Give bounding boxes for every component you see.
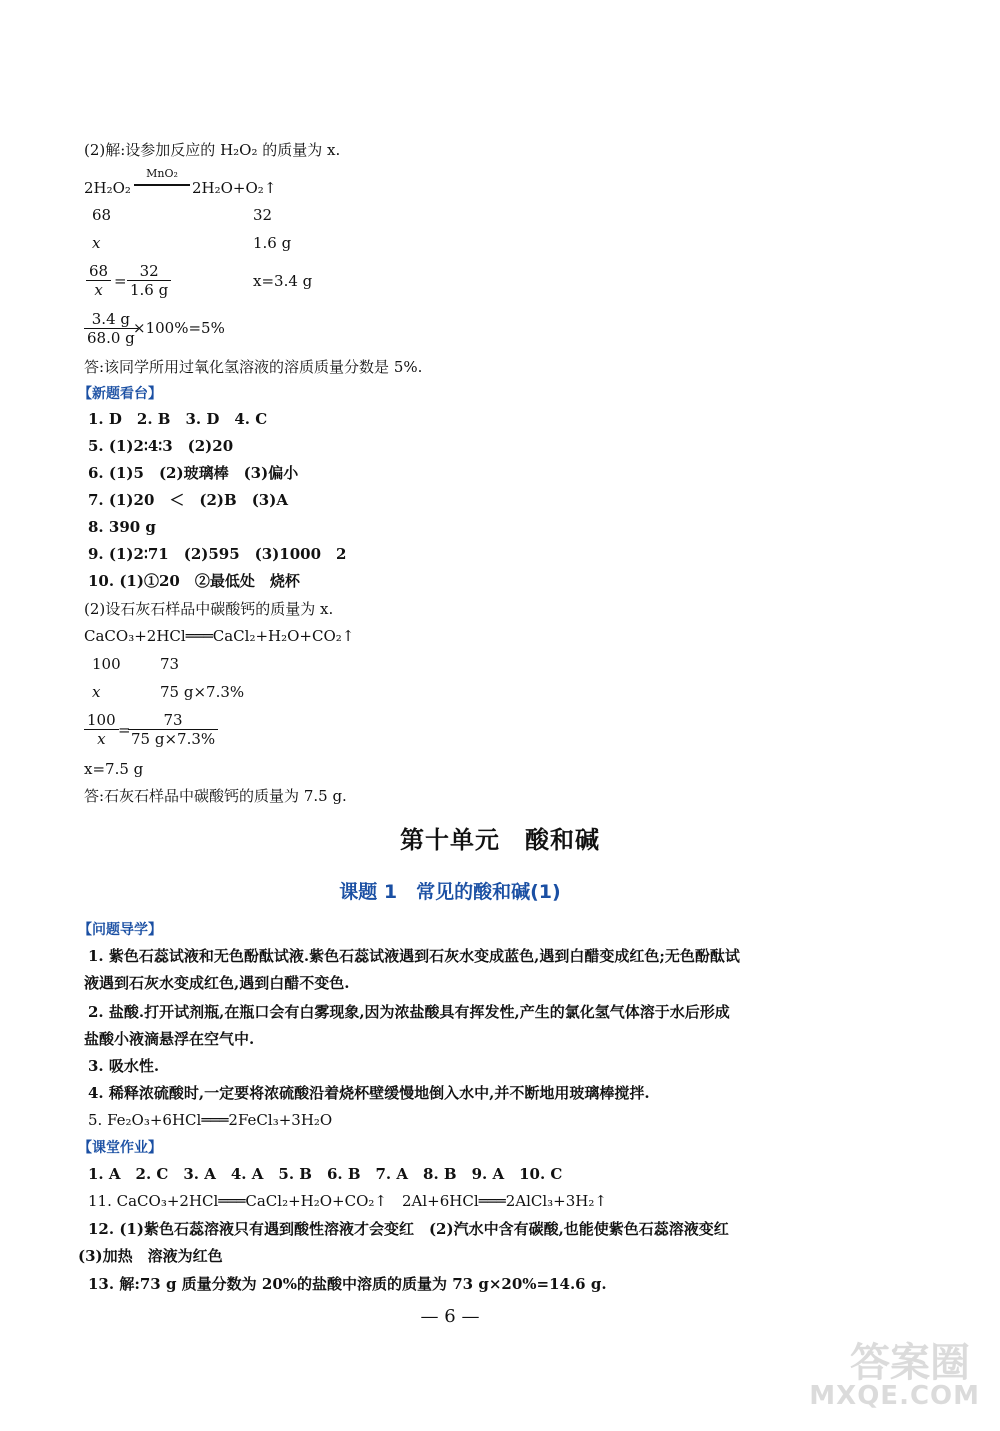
watermark-line2: MXQE.COM — [809, 1381, 980, 1411]
mass-row1-a: 68 — [92, 206, 112, 224]
answer-line: 7. (1)20 ＜ (2)B (3)A — [88, 491, 288, 509]
guide-line: 3. 吸水性. — [88, 1057, 160, 1075]
class-line: 1. A 2. C 3. A 4. A 5. B 6. B 7. A 8. B 9. A 10. C — [88, 1165, 563, 1183]
fraction-73 — [128, 711, 218, 748]
answer-part2: 答:该同学所用过氧化氢溶液的溶质质量分数是 5%. — [84, 358, 423, 376]
fraction-32-1.6g — [127, 262, 171, 299]
fraction-num: 100 — [84, 711, 119, 730]
answer-line: 8. 390 g — [88, 518, 156, 536]
fraction-3.4-68 — [84, 310, 138, 347]
fraction-100-x — [84, 711, 119, 748]
page-number: — 6 — — [420, 1306, 480, 1327]
watermark-logo — [770, 1331, 980, 1421]
fraction-num: 3.4 g — [84, 310, 138, 329]
mass-row1-b: 32 — [253, 206, 273, 224]
solve-x: x=3.4 g — [253, 272, 313, 290]
equals-sign: = — [114, 272, 127, 290]
class-line: 12. (1)紫色石蕊溶液只有遇到酸性溶液才会变红 (2)汽水中含有碳酸,也能使紫色石蕊溶液变红 — [88, 1220, 729, 1238]
guide-line: 盐酸小液滴悬浮在空气中. — [84, 1030, 255, 1048]
fraction-den: 1.6 g — [130, 281, 169, 299]
mass-row2-a: x — [92, 683, 101, 701]
answer-line: 1. D 2. B 3. D 4. C — [88, 410, 268, 428]
equals-sign: = — [118, 721, 131, 739]
percent-calc: ×100%=5% — [133, 319, 225, 337]
mass-row2-a: x — [92, 234, 101, 252]
class-line: (3)加热 溶液为红色 — [78, 1247, 223, 1265]
fraction-den: 68.0 g — [87, 329, 135, 347]
guide-line: 5. Fe₂O₃+6HCl═══2FeCl₃+3H₂O — [88, 1111, 333, 1129]
fraction-num: 73 — [128, 711, 218, 730]
answer-line: 6. (1)5 (2)玻璃棒 (3)偏小 — [88, 464, 299, 482]
watermark-line1: 答案圈 — [850, 1340, 970, 1386]
lesson-title: 课题 1 常见的酸和碱(1) — [339, 881, 561, 903]
answer-line: 5. (1)2∶4∶3 (2)20 — [88, 437, 234, 455]
equation-h2o2-right: 2H₂O+O₂↑ — [192, 179, 277, 197]
mass-row2-b: 1.6 g — [253, 234, 292, 252]
solve-x: x=7.5 g — [84, 760, 144, 778]
answer-line: (2)设石灰石样品中碳酸钙的质量为 x. — [84, 600, 334, 618]
fraction-den: 75 g×7.3% — [131, 730, 216, 748]
section-tag-new: 【新题看台】 — [78, 386, 162, 402]
guide-line: 液遇到石灰水变成红色,遇到白醋不变色. — [84, 974, 350, 992]
unit-title: 第十单元 酸和碱 — [400, 826, 600, 854]
guide-line: 2. 盐酸.打开试剂瓶,在瓶口会有白雾现象,因为浓盐酸具有挥发性,产生的氯化氢气体溶于水后形成 — [88, 1003, 730, 1021]
fraction-den: x — [97, 730, 106, 748]
fraction-num: 32 — [127, 262, 171, 281]
equation-double-bar — [134, 182, 190, 186]
guide-line: 4. 稀释浓硫酸时,一定要将浓硫酸沿着烧杯壁缓慢地倒入水中,并不断地用玻璃棒搅拌. — [88, 1084, 650, 1102]
mass-row1-b: 73 — [160, 655, 180, 673]
equation-caco3: CaCO₃+2HCl═══CaCl₂+H₂O+CO₂↑ — [84, 627, 355, 645]
class-line: 13. 解:73 g 质量分数为 20%的盐酸中溶质的质量为 73 g×20%=14.6 g. — [88, 1275, 607, 1293]
section-tag-guide: 【问题导学】 — [78, 922, 162, 938]
equation-h2o2-left: 2H₂O₂ — [84, 179, 131, 197]
section-tag-class: 【课堂作业】 — [78, 1140, 162, 1156]
fraction-num: 68 — [86, 262, 111, 281]
fraction-den: x — [94, 281, 103, 299]
answer-line: 答:石灰石样品中碳酸钙的质量为 7.5 g. — [84, 787, 347, 805]
class-line: 11. CaCO₃+2HCl═══CaCl₂+H₂O+CO₂↑ 2Al+6HCl═══2AlCl₃+3H₂↑ — [88, 1192, 607, 1210]
guide-line: 1. 紫色石蕊试液和无色酚酞试液.紫色石蕊试液遇到石灰水变成蓝色,遇到白醋变成红色;无色酚酞试 — [88, 947, 740, 965]
fraction-68-x — [86, 262, 111, 299]
mass-row2-b: 75 g×7.3% — [160, 683, 245, 701]
answer-line: 9. (1)2∶71 (2)595 (3)1000 2 — [88, 545, 347, 563]
answer-line: 10. (1)①20 ②最低处 烧杯 — [88, 572, 300, 590]
catalyst-text: MnO₂ — [146, 167, 178, 180]
mass-row1-a: 100 — [92, 655, 121, 673]
part2-intro: (2)解:设参加反应的 H₂O₂ 的质量为 x. — [84, 141, 341, 159]
catalyst-label — [134, 168, 190, 186]
